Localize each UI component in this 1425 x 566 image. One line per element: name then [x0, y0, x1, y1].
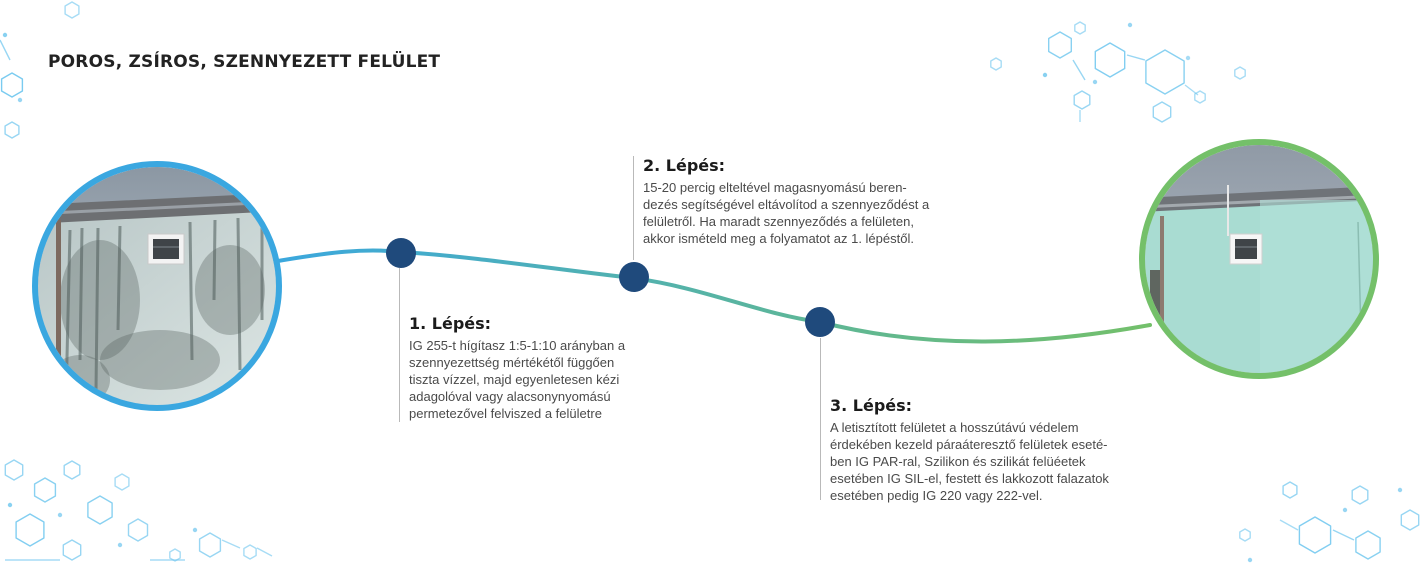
hexagon-icon — [2, 73, 23, 97]
step-2-connector — [633, 156, 634, 260]
step-2-line: akkor ismételd meg a folyamatot az 1. lépéstől. — [643, 231, 914, 246]
step-1-line: adagolóval vagy alacsonynyomású — [409, 389, 611, 404]
hexagon-icon — [1240, 529, 1250, 541]
before-photo — [30, 160, 300, 420]
step-1-node — [386, 238, 416, 268]
step-3-title: 3. Lépés: — [830, 396, 913, 415]
hexagon-icon — [5, 122, 19, 138]
molecule-dot-icon — [1186, 56, 1190, 60]
hexagon-icon — [1235, 67, 1245, 79]
hexagon-icon — [1153, 102, 1170, 122]
step-1-connector — [399, 268, 400, 422]
step-2-line: 15-20 percig elteltével magasnyomású beren- — [643, 180, 907, 195]
molecule-dot-icon — [193, 528, 197, 532]
molecule-dot-icon — [8, 503, 12, 507]
molecule-bond-icon — [1073, 60, 1085, 80]
molecule-dot-icon — [18, 98, 22, 102]
page-title: POROS, ZSÍROS, SZENNYEZETT FELÜLET — [48, 52, 441, 72]
molecule-bond-icon — [222, 540, 240, 548]
step-2-node — [619, 262, 649, 292]
hexagon-icon — [35, 478, 56, 502]
molecule-dot-icon — [118, 543, 122, 547]
molecule-dot-icon — [1398, 488, 1402, 492]
step-2-title: 2. Lépés: — [643, 156, 726, 175]
hexagon-icon — [991, 58, 1001, 70]
step-3-content — [830, 396, 1185, 504]
hexagon-icon — [63, 540, 80, 560]
molecule-bond-icon — [1280, 520, 1298, 530]
hexagon-icon — [115, 474, 129, 490]
hexagon-icon — [170, 549, 180, 561]
molecule-bond-icon — [1333, 530, 1354, 540]
molecule-dot-icon — [58, 513, 62, 517]
step-3-node — [805, 307, 835, 337]
step-1-line: tiszta vízzel, majd egyenletesen kézi — [409, 372, 620, 387]
hexagon-icon — [1352, 486, 1368, 504]
molecule-dot-icon — [1093, 80, 1097, 84]
step-1-line: IG 255-t hígítasz 1:5-1:10 arányban a — [409, 338, 626, 353]
molecule-dot-icon — [1248, 558, 1252, 562]
step-2-content — [643, 156, 1003, 247]
hexagon-icon — [244, 545, 256, 559]
molecule-bond-icon — [1127, 55, 1145, 60]
molecule-bond-icon — [1185, 85, 1198, 95]
hexagon-icon — [1095, 43, 1124, 77]
molecule-dot-icon — [3, 33, 7, 37]
molecule-bond-icon — [0, 40, 10, 60]
hexagon-icon — [5, 460, 22, 480]
step-3-line: A letisztított felületet a hosszútávú védelem — [830, 420, 1079, 435]
step-1-line: szennyezettség mértékétől függően — [409, 355, 615, 370]
step-3-line: érdekében kezeld páraáteresztő felületek eseté- — [830, 437, 1108, 452]
hexagon-icon — [1401, 510, 1418, 530]
molecule-bond-icon — [257, 548, 272, 556]
step-1-title: 1. Lépés: — [409, 314, 492, 333]
step-1-line: permetezővel felviszed a felületre — [409, 406, 602, 421]
step-2-line: felületről. Ha maradt szennyeződés a felületen, — [643, 214, 914, 229]
hexagon-icon — [200, 533, 221, 557]
step-3-line: ben IG PAR-ral, Szilikon és szilikát felüéetek — [830, 454, 1086, 469]
step-3-line: esetében pedig IG 220 vagy 222-vel. — [830, 488, 1043, 503]
hexagon-icon — [1283, 482, 1297, 498]
molecule-dot-icon — [1343, 508, 1347, 512]
hexagon-icon — [1146, 50, 1184, 94]
hexagon-icon — [1074, 91, 1090, 109]
hexagon-icon — [1049, 32, 1072, 58]
hexagon-icon — [64, 461, 80, 479]
hexagon-icon — [16, 514, 44, 546]
hexagon-icon — [1356, 531, 1380, 559]
step-3-line: esetében IG SIL-el, festett és lakkozott falazatok — [830, 471, 1109, 486]
hexagon-icon — [129, 519, 148, 541]
hexagon-icon — [1195, 91, 1205, 103]
step-1-content — [409, 314, 679, 422]
hexagon-icon — [1299, 517, 1330, 553]
molecule-dot-icon — [1043, 73, 1047, 77]
hexagon-icon — [65, 2, 79, 18]
molecule-dot-icon — [1128, 23, 1132, 27]
step-2-line: dezés segítségével eltávolítod a szennyeződést a — [643, 197, 930, 212]
hexagon-icon — [88, 496, 112, 524]
hexagon-icon — [1075, 22, 1085, 34]
step-3-connector — [820, 338, 821, 500]
after-photo — [1140, 140, 1380, 380]
